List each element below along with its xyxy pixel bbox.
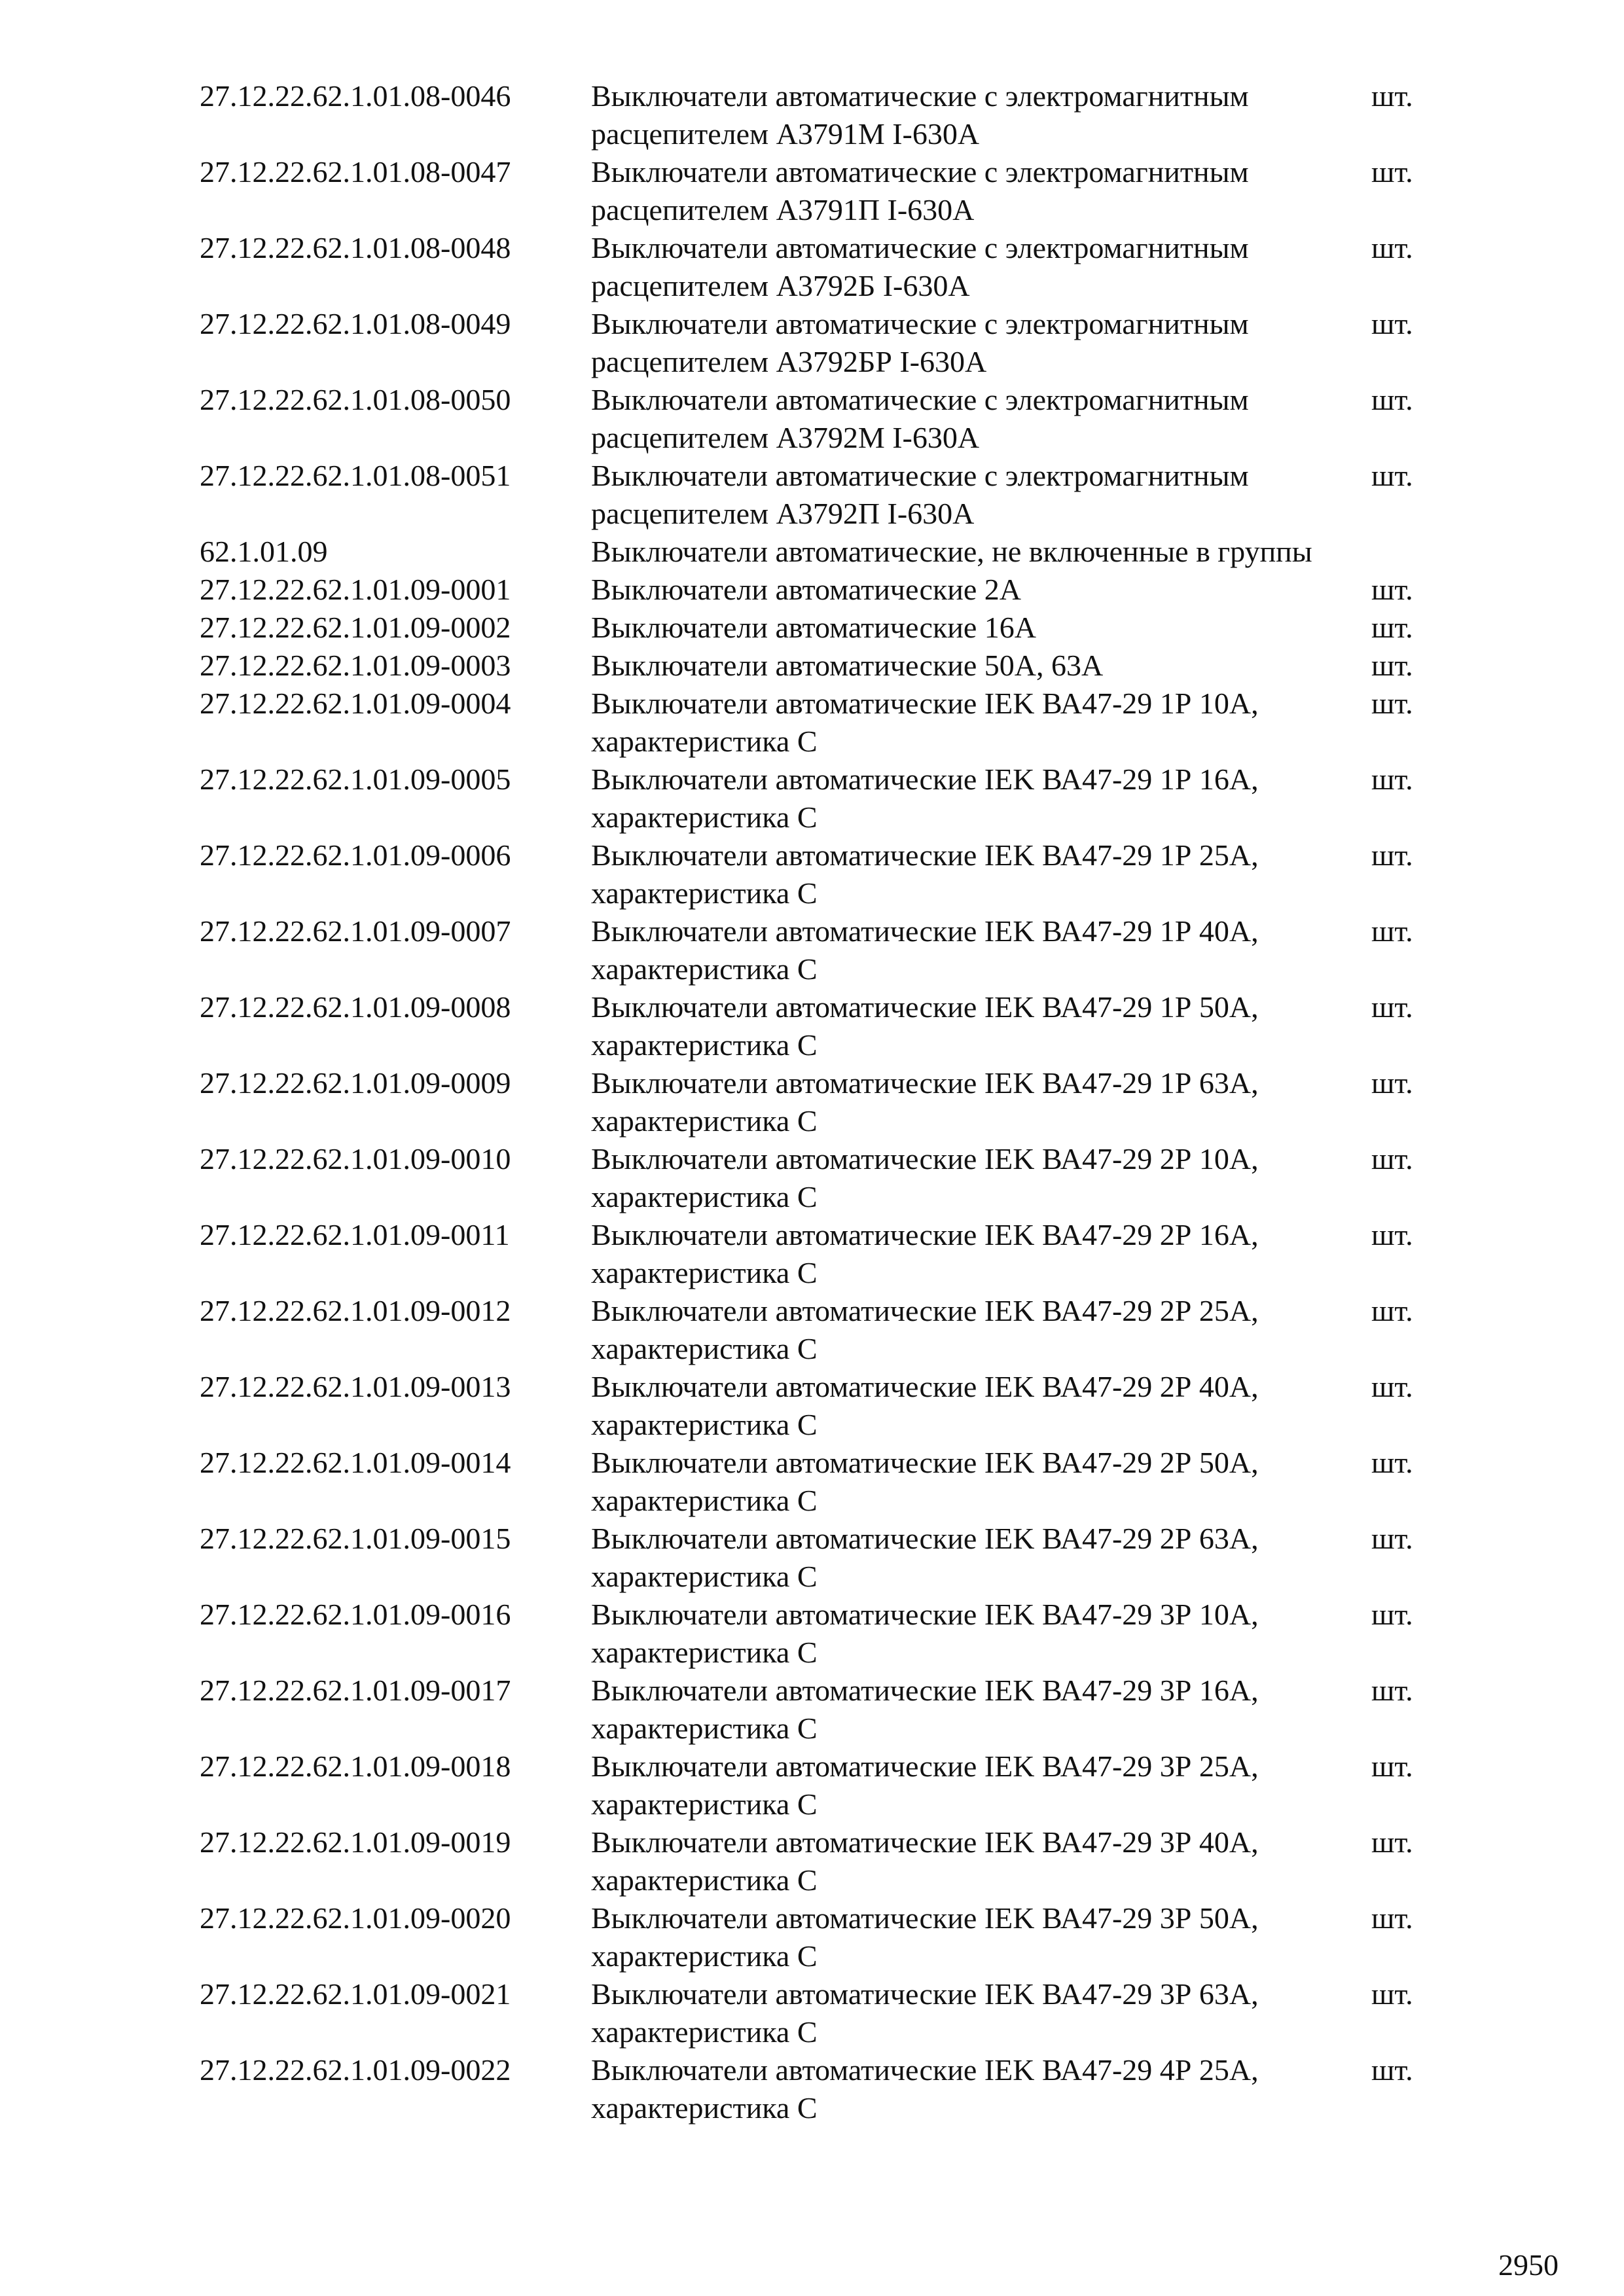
catalog-row [200, 381, 1430, 457]
catalog-row [200, 1520, 1430, 1596]
catalog-row [200, 1216, 1430, 1292]
item-description: Выключатели автоматические 50А, 63А [591, 649, 1104, 682]
catalog-row [200, 836, 1430, 912]
catalog-group-row [200, 533, 1430, 571]
catalog-row [200, 1064, 1430, 1140]
item-unit: шт. [1371, 1370, 1413, 1403]
item-code: 27.12.22.62.1.01.09-0014 [200, 1446, 511, 1479]
catalog-row [200, 457, 1430, 533]
catalog-row [200, 77, 1430, 153]
catalog-row [200, 647, 1430, 685]
item-code: 27.12.22.62.1.01.09-0018 [200, 1749, 511, 1783]
item-unit: шт. [1371, 649, 1413, 682]
item-description: Выключатели автоматические с электромагнитным расцепителем А3792БР I-630А [591, 307, 1249, 378]
item-code: 27.12.22.62.1.01.09-0002 [200, 611, 511, 644]
item-code: 27.12.22.62.1.01.09-0011 [200, 1218, 510, 1251]
catalog-row [200, 1140, 1430, 1216]
item-code: 27.12.22.62.1.01.09-0005 [200, 762, 511, 796]
catalog-row [200, 153, 1430, 229]
catalog-row [200, 305, 1430, 381]
catalog-row [200, 1368, 1430, 1444]
item-unit: шт. [1371, 838, 1413, 872]
item-unit: шт. [1371, 914, 1413, 948]
item-description: Выключатели автоматические IEK ВА47-29 2Р 16А, характеристика С [591, 1218, 1259, 1289]
item-code: 27.12.22.62.1.01.09-0016 [200, 1598, 511, 1631]
item-code: 27.12.22.62.1.01.08-0046 [200, 79, 511, 113]
item-code: 27.12.22.62.1.01.09-0009 [200, 1066, 511, 1100]
catalog-row [200, 1292, 1430, 1368]
item-code: 27.12.22.62.1.01.09-0022 [200, 2053, 511, 2087]
item-code: 27.12.22.62.1.01.09-0019 [200, 1825, 511, 1859]
item-code: 27.12.22.62.1.01.09-0003 [200, 649, 511, 682]
catalog-row [200, 761, 1430, 836]
item-code: 27.12.22.62.1.01.08-0048 [200, 231, 511, 264]
item-unit: шт. [1371, 1066, 1413, 1100]
item-unit: шт. [1371, 1446, 1413, 1479]
item-code: 27.12.22.62.1.01.08-0050 [200, 383, 511, 416]
group-code: 62.1.01.09 [200, 535, 328, 568]
item-description: Выключатели автоматические IEK ВА47-29 1Р 16А, характеристика С [591, 762, 1259, 834]
item-description: Выключатели автоматические IEK ВА47-29 3Р 10А, характеристика С [591, 1598, 1259, 1669]
item-description: Выключатели автоматические IEK ВА47-29 4Р 25А, характеристика С [591, 2053, 1259, 2125]
item-unit: шт. [1371, 1294, 1413, 1327]
item-unit: шт. [1371, 611, 1413, 644]
item-code: 27.12.22.62.1.01.08-0051 [200, 459, 511, 492]
catalog-row [200, 2051, 1430, 2127]
item-code: 27.12.22.62.1.01.09-0008 [200, 990, 511, 1024]
page-number: 2950 [1498, 2248, 1559, 2282]
item-description: Выключатели автоматические с электромагнитным расцепителем А3791М I-630А [591, 79, 1249, 151]
item-description: Выключатели автоматические с электромагнитным расцепителем А3791П I-630А [591, 155, 1249, 226]
item-unit: шт. [1371, 1749, 1413, 1783]
catalog-row [200, 1596, 1430, 1672]
catalog-row [200, 1975, 1430, 2051]
item-description: Выключатели автоматические с электромагнитным расцепителем А3792П I-630А [591, 459, 1249, 530]
catalog-table [200, 77, 1430, 2127]
item-code: 27.12.22.62.1.01.09-0010 [200, 1142, 511, 1175]
item-unit: шт. [1371, 155, 1413, 188]
item-description: Выключатели автоматические IEK ВА47-29 2Р 50А, характеристика С [591, 1446, 1259, 1517]
catalog-row [200, 1672, 1430, 1748]
item-description: Выключатели автоматические с электромагнитным расцепителем А3792М I-630А [591, 383, 1249, 454]
item-description: Выключатели автоматические 2А [591, 573, 1022, 606]
item-description: Выключатели автоматические IEK ВА47-29 2Р 40А, характеристика С [591, 1370, 1259, 1441]
item-description: Выключатели автоматические 16А [591, 611, 1037, 644]
item-description: Выключатели автоматические IEK ВА47-29 1Р 50А, характеристика С [591, 990, 1259, 1062]
item-unit: шт. [1371, 2053, 1413, 2087]
item-description: Выключатели автоматические с электромагнитным расцепителем А3792Б I-630А [591, 231, 1249, 302]
item-code: 27.12.22.62.1.01.08-0047 [200, 155, 511, 188]
item-code: 27.12.22.62.1.01.09-0006 [200, 838, 511, 872]
item-code: 27.12.22.62.1.01.09-0021 [200, 1977, 511, 2011]
item-description: Выключатели автоматические IEK ВА47-29 3Р 40А, характеристика С [591, 1825, 1259, 1897]
item-description: Выключатели автоматические IEK ВА47-29 2Р 25А, характеристика С [591, 1294, 1259, 1365]
item-unit: шт. [1371, 1218, 1413, 1251]
item-code: 27.12.22.62.1.01.09-0004 [200, 687, 511, 720]
item-description: Выключатели автоматические IEK ВА47-29 3Р 50А, характеристика С [591, 1901, 1259, 1973]
item-description: Выключатели автоматические IEK ВА47-29 2Р 10А, характеристика С [591, 1142, 1259, 1213]
item-unit: шт. [1371, 573, 1413, 606]
item-description: Выключатели автоматические IEK ВА47-29 1Р 25А, характеристика С [591, 838, 1259, 910]
group-description: Выключатели автоматические, не включенные в группы [591, 535, 1312, 568]
item-description: Выключатели автоматические IEK ВА47-29 1Р 63А, характеристика С [591, 1066, 1259, 1138]
item-unit: шт. [1371, 1142, 1413, 1175]
item-unit: шт. [1371, 762, 1413, 796]
catalog-row [200, 1748, 1430, 1823]
item-unit: шт. [1371, 1901, 1413, 1935]
item-unit: шт. [1371, 1598, 1413, 1631]
item-code: 27.12.22.62.1.01.09-0015 [200, 1522, 511, 1555]
item-code: 27.12.22.62.1.01.09-0020 [200, 1901, 511, 1935]
item-unit: шт. [1371, 307, 1413, 340]
item-unit: шт. [1371, 1977, 1413, 2011]
catalog-row [200, 912, 1430, 988]
item-description: Выключатели автоматические IEK ВА47-29 1Р 40А, характеристика С [591, 914, 1259, 986]
item-code: 27.12.22.62.1.01.09-0012 [200, 1294, 511, 1327]
catalog-row [200, 571, 1430, 609]
item-unit: шт. [1371, 687, 1413, 720]
item-unit: шт. [1371, 79, 1413, 113]
catalog-row [200, 1899, 1430, 1975]
catalog-row [200, 609, 1430, 647]
item-code: 27.12.22.62.1.01.09-0017 [200, 1674, 511, 1707]
catalog-row [200, 685, 1430, 761]
item-unit: шт. [1371, 1522, 1413, 1555]
item-unit: шт. [1371, 459, 1413, 492]
item-description: Выключатели автоматические IEK ВА47-29 3Р 25А, характеристика С [591, 1749, 1259, 1821]
item-unit: шт. [1371, 1674, 1413, 1707]
item-code: 27.12.22.62.1.01.08-0049 [200, 307, 511, 340]
catalog-row [200, 1823, 1430, 1899]
catalog-row [200, 229, 1430, 305]
item-unit: шт. [1371, 1825, 1413, 1859]
item-description: Выключатели автоматические IEK ВА47-29 2Р 63А, характеристика С [591, 1522, 1259, 1593]
item-description: Выключатели автоматические IEK ВА47-29 3Р 63А, характеристика С [591, 1977, 1259, 2049]
item-code: 27.12.22.62.1.01.09-0001 [200, 573, 511, 606]
catalog-row [200, 988, 1430, 1064]
item-unit: шт. [1371, 990, 1413, 1024]
item-description: Выключатели автоматические IEK ВА47-29 3Р 16А, характеристика С [591, 1674, 1259, 1745]
item-code: 27.12.22.62.1.01.09-0007 [200, 914, 511, 948]
item-description: Выключатели автоматические IEK ВА47-29 1Р 10А, характеристика С [591, 687, 1259, 758]
catalog-row [200, 1444, 1430, 1520]
item-code: 27.12.22.62.1.01.09-0013 [200, 1370, 511, 1403]
item-unit: шт. [1371, 383, 1413, 416]
item-unit: шт. [1371, 231, 1413, 264]
